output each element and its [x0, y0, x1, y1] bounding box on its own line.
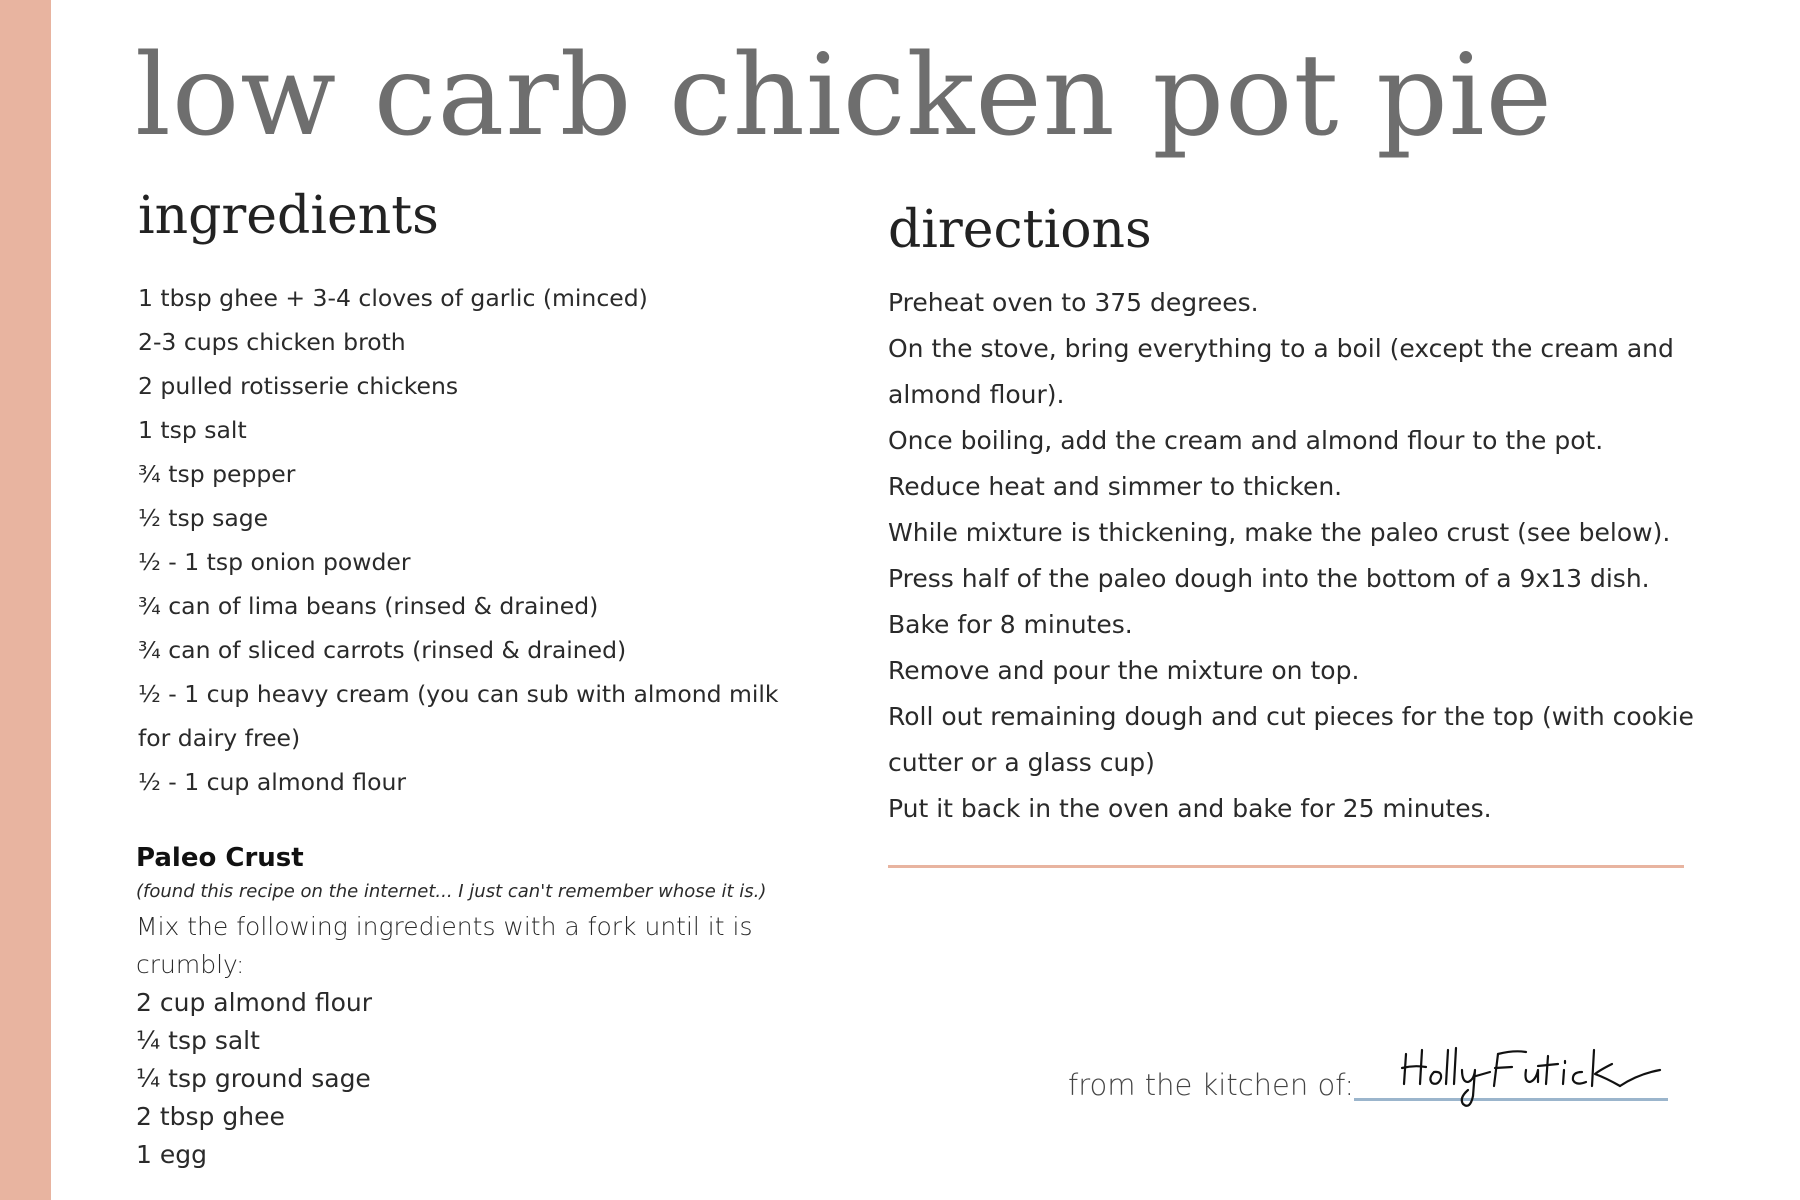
paleo-crust-instruction: Mix the following ingredients with a fork until it is crumbly: — [136, 912, 753, 979]
ingredients-list — [138, 276, 818, 804]
direction-step: While mixture is thickening, make the paleo crust (see below). — [888, 518, 1671, 547]
ingredient-item: 1 tsp salt — [138, 416, 247, 444]
directions-list — [888, 280, 1708, 832]
crust-ingredient-item: ¼ tsp salt — [136, 1026, 260, 1055]
direction-step: Press half of the paleo dough into the bottom of a 9x13 dish. — [888, 564, 1650, 593]
paleo-crust-ingredients — [136, 984, 836, 1174]
from-kitchen-label: from the kitchen of: — [1068, 1068, 1355, 1102]
ingredient-item: 2 pulled rotisserie chickens — [138, 372, 459, 400]
direction-step: Put it back in the oven and bake for 25 minutes. — [888, 794, 1492, 823]
signature-area — [1068, 1050, 1708, 1130]
accent-side-bar — [0, 0, 51, 1200]
handwritten-signature — [1398, 1040, 1668, 1114]
ingredient-item: ½ - 1 cup heavy cream (you can sub with almond milk for dairy free) — [138, 680, 779, 752]
direction-step: Reduce heat and simmer to thicken. — [888, 472, 1343, 501]
paleo-crust-title: Paleo Crust — [136, 843, 304, 873]
direction-step: Once boiling, add the cream and almond flour to the pot. — [888, 426, 1604, 455]
ingredient-item: ½ - 1 tsp onion powder — [138, 548, 411, 576]
ingredient-item: 2-3 cups chicken broth — [138, 328, 406, 356]
crust-ingredient-item: ¼ tsp ground sage — [136, 1064, 371, 1093]
paleo-crust-section — [136, 838, 836, 1174]
ingredient-item: ¾ can of sliced carrots (rinsed & drained) — [138, 636, 627, 664]
section-divider — [888, 865, 1684, 868]
crust-ingredient-item: 2 cup almond flour — [136, 988, 372, 1017]
crust-ingredient-item: 1 egg — [136, 1140, 207, 1169]
direction-step: Bake for 8 minutes. — [888, 610, 1133, 639]
direction-step: On the stove, bring everything to a boil (except the cream and almond flour). — [888, 334, 1674, 409]
ingredient-item: ¾ can of lima beans (rinsed & drained) — [138, 592, 599, 620]
directions-heading: directions — [888, 200, 1152, 260]
ingredient-item: ½ - 1 cup almond flour — [138, 768, 407, 796]
direction-step: Preheat oven to 375 degrees. — [888, 288, 1259, 317]
direction-step: Roll out remaining dough and cut pieces for the top (with cookie cutter or a glass cup) — [888, 702, 1694, 777]
ingredient-item: ½ tsp sage — [138, 504, 269, 532]
ingredients-heading: ingredients — [138, 186, 439, 246]
ingredient-item: 1 tbsp ghee + 3-4 cloves of garlic (minced) — [138, 284, 648, 312]
recipe-title: low carb chicken pot pie — [135, 31, 1553, 161]
ingredient-item: ¾ tsp pepper — [138, 460, 296, 488]
crust-ingredient-item: 2 tbsp ghee — [136, 1102, 285, 1131]
direction-step: Remove and pour the mixture on top. — [888, 656, 1360, 685]
paleo-crust-note: (found this recipe on the internet... I just can't remember whose it is.) — [136, 881, 767, 902]
